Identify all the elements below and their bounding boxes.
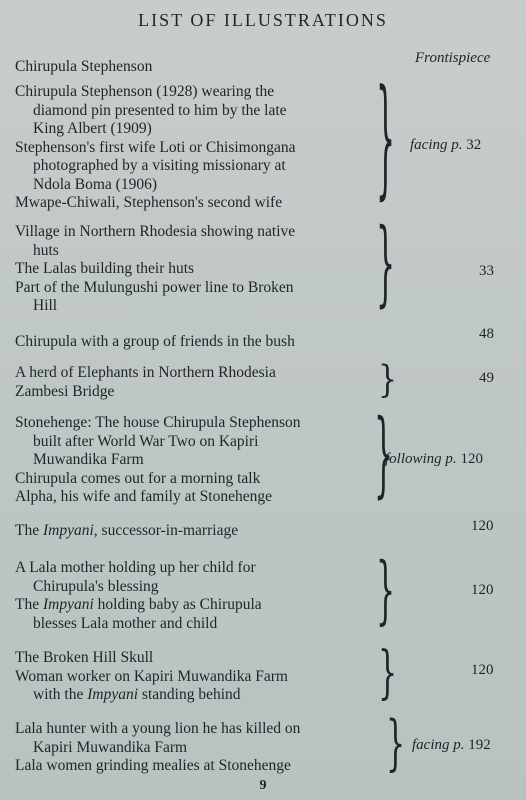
entry-line: The Broken Hill Skull: [15, 649, 154, 666]
entry-line: with the Impyani standing behind: [33, 686, 241, 703]
entry-line: Village in Northern Rhodesia showing native: [15, 223, 296, 240]
entry-reference: 120: [471, 582, 494, 598]
list-item: [15, 83, 295, 213]
entry-line: huts: [33, 241, 59, 259]
list-item: [15, 223, 295, 316]
entry-reference: facing p. 192: [412, 737, 491, 753]
entry-line: Lala hunter with a young lion he has killed on: [15, 720, 301, 737]
entry-line: Ndola Boma (1906): [33, 175, 157, 193]
entry-line: Mwape-Chiwali, Stephenson's second wife: [15, 194, 283, 211]
entry-reference: 33: [479, 263, 494, 279]
entry-line: blesses Lala mother and child: [33, 614, 218, 632]
entry-line: Part of the Mulungushi power line to Broken: [15, 278, 294, 296]
entry-line: Chirupula with a group of friends in the bush: [15, 333, 295, 350]
entry-reference: 49: [479, 370, 494, 386]
entry-line: The Impyani, successor-in-marriage: [15, 522, 239, 539]
entry-line: Zambesi Bridge: [15, 382, 115, 400]
entry-line: Alpha, his wife and family at Stonehenge: [15, 488, 272, 505]
page-number: 9: [259, 778, 267, 793]
entry-line: Woman worker on Kapiri Muwandika Farm: [15, 667, 288, 685]
list-item: [15, 559, 262, 633]
page-title: LIST OF ILLUSTRATIONS: [138, 10, 388, 30]
brace-mark: }: [376, 210, 396, 320]
entry-line: Hill: [33, 297, 58, 314]
list-item: [15, 364, 276, 401]
entry-line: diamond pin presented to him by the late: [33, 101, 287, 119]
entry-line: photographed by a visiting missionary at: [33, 157, 286, 174]
entry-reference: 120: [471, 518, 494, 534]
entry-line: The Impyani holding baby as Chirupula: [15, 596, 262, 613]
entry-reference: facing p. 32: [410, 137, 482, 153]
entry-line: The Lalas building their huts: [15, 260, 195, 277]
brace-mark: }: [376, 65, 396, 216]
entry-reference: Frontispiece: [415, 50, 491, 66]
entry-line: Muwandika Farm: [33, 451, 144, 468]
entry-line: Chirupula comes out for a morning talk: [15, 469, 261, 487]
brace-mark: }: [374, 401, 394, 511]
list-item: [15, 58, 152, 77]
entry-line: Stephenson's first wife Loti or Chisimongana: [15, 138, 296, 156]
brace-mark: }: [378, 640, 398, 707]
entry-line: Chirupula Stephenson: [15, 58, 153, 75]
entry-line: Stonehenge: The house Chirupula Stephenson: [15, 414, 301, 431]
brace-mark: }: [386, 709, 406, 779]
list-item: [15, 333, 295, 352]
brace-mark: }: [378, 358, 398, 402]
entry-line: Chirupula's blessing: [33, 577, 159, 595]
entry-reference: following p. 120: [385, 451, 483, 467]
entry-line: Kapiri Muwandika Farm: [33, 738, 188, 756]
entry-line: A Lala mother holding up her child for: [15, 559, 256, 576]
list-item: [15, 720, 300, 776]
list-item: [15, 414, 301, 507]
list-item: [15, 522, 238, 541]
entry-line: King Albert (1909): [33, 120, 152, 137]
entry-line: built after World War Two on Kapiri: [33, 432, 259, 450]
list-item: [15, 649, 288, 705]
entry-line: Lala women grinding mealies at Stonehenge: [15, 757, 291, 774]
entry-reference: 120: [471, 662, 494, 678]
entry-reference: 48: [479, 326, 494, 342]
entry-line: Chirupula Stephenson (1928) wearing the: [15, 83, 275, 100]
entry-line: A herd of Elephants in Northern Rhodesia: [15, 364, 276, 381]
brace-mark: }: [376, 548, 396, 635]
